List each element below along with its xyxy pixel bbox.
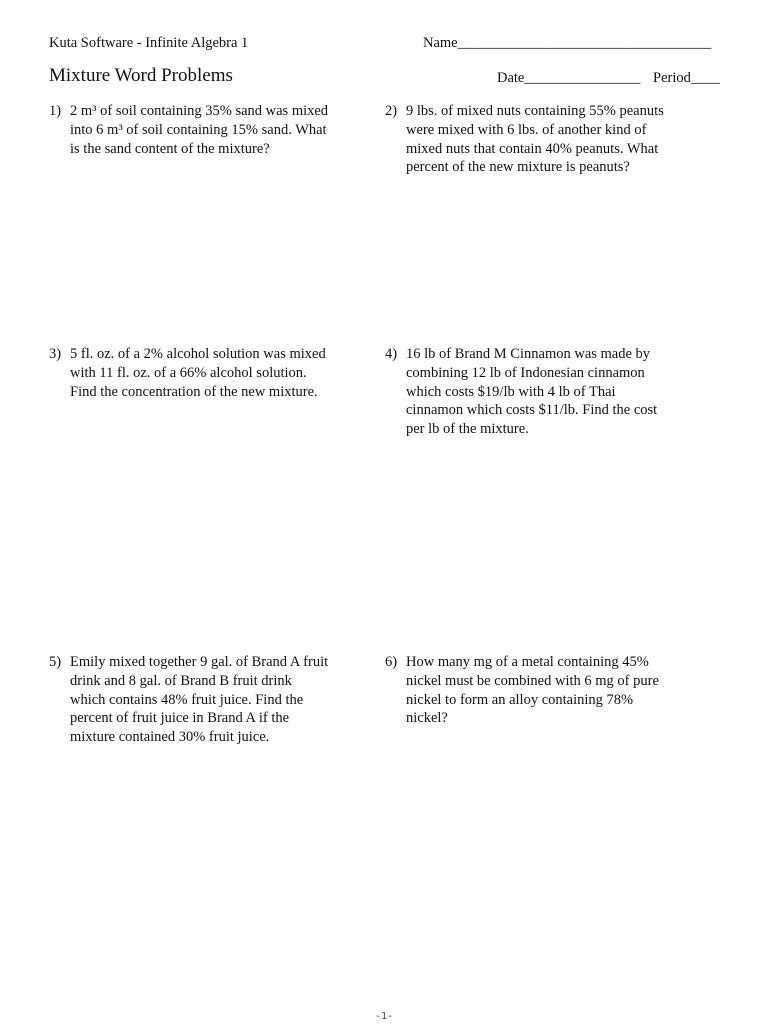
problem-1	[49, 102, 349, 158]
problem-line: 5 fl. oz. of a 2% alcohol solution was mixed	[70, 346, 326, 362]
problem-line: nickel must be combined with 6 mg of pure	[406, 672, 659, 689]
problem-number: 4)	[385, 346, 398, 362]
problem-number: 1)	[49, 103, 62, 119]
problem-line: were mixed with 6 lbs. of another kind of	[406, 121, 647, 138]
problem-line: which costs $19/lb with 4 lb of Thai	[406, 383, 616, 400]
problem-line: mixed nuts that contain 40% peanuts. What	[406, 140, 659, 157]
problem-line: 9 lbs. of mixed nuts containing 55% peanuts	[406, 103, 664, 119]
problem-line: per lb of the mixture.	[406, 421, 529, 438]
problem-text	[406, 653, 685, 728]
problem-line: which contains 48% fruit juice. Find the	[70, 691, 304, 708]
problem-line: Emily mixed together 9 gal. of Brand A fruit	[70, 654, 329, 670]
problem-line: combining 12 lb of Indonesian cinnamon	[406, 364, 645, 381]
problem-line: with 11 fl. oz. of a 66% alcohol solution.	[70, 364, 307, 381]
problem-3	[49, 345, 349, 401]
problem-number: 5)	[49, 654, 62, 670]
problem-text	[70, 345, 349, 401]
problem-line: into 6 m³ of soil containing 15% sand. What	[70, 121, 327, 138]
problem-line: drink and 8 gal. of Brand B fruit drink	[70, 672, 292, 689]
problem-text	[406, 345, 685, 439]
problem-text	[70, 653, 349, 747]
problem-line: mixture contained 30% fruit juice.	[70, 729, 270, 746]
problem-line: 16 lb of Brand M Cinnamon was made by	[406, 346, 651, 362]
page-number: -1-	[374, 1011, 394, 1022]
period-field[interactable]: Period____	[653, 70, 720, 86]
problem-line: is the sand content of the mixture?	[70, 140, 270, 157]
problem-line: percent of the new mixture is peanuts?	[406, 159, 630, 176]
date-field[interactable]: Date________________	[497, 70, 641, 86]
problem-text	[406, 102, 685, 177]
software-header: Kuta Software - Infinite Algebra 1	[49, 35, 249, 51]
name-field[interactable]: Name___________________________________	[423, 35, 712, 51]
problem-text	[70, 102, 349, 158]
problem-line: nickel to form an alloy containing 78%	[406, 691, 634, 708]
problem-2	[385, 102, 685, 177]
problem-4	[385, 345, 685, 439]
worksheet-title: Mixture Word Problems	[49, 65, 233, 86]
problem-line: 2 m³ of soil containing 35% sand was mixed	[70, 103, 329, 119]
problem-5	[49, 653, 349, 747]
problem-line: cinnamon which costs $11/lb. Find the cost	[406, 402, 658, 419]
problem-number: 2)	[385, 103, 398, 119]
problem-line: How many mg of a metal containing 45%	[406, 654, 649, 670]
problem-number: 6)	[385, 654, 398, 670]
problem-line: percent of fruit juice in Brand A if the	[70, 710, 290, 727]
problem-6	[385, 653, 685, 728]
problem-line: Find the concentration of the new mixture.	[70, 383, 318, 400]
problem-line: nickel?	[406, 710, 448, 727]
problem-number: 3)	[49, 346, 62, 362]
